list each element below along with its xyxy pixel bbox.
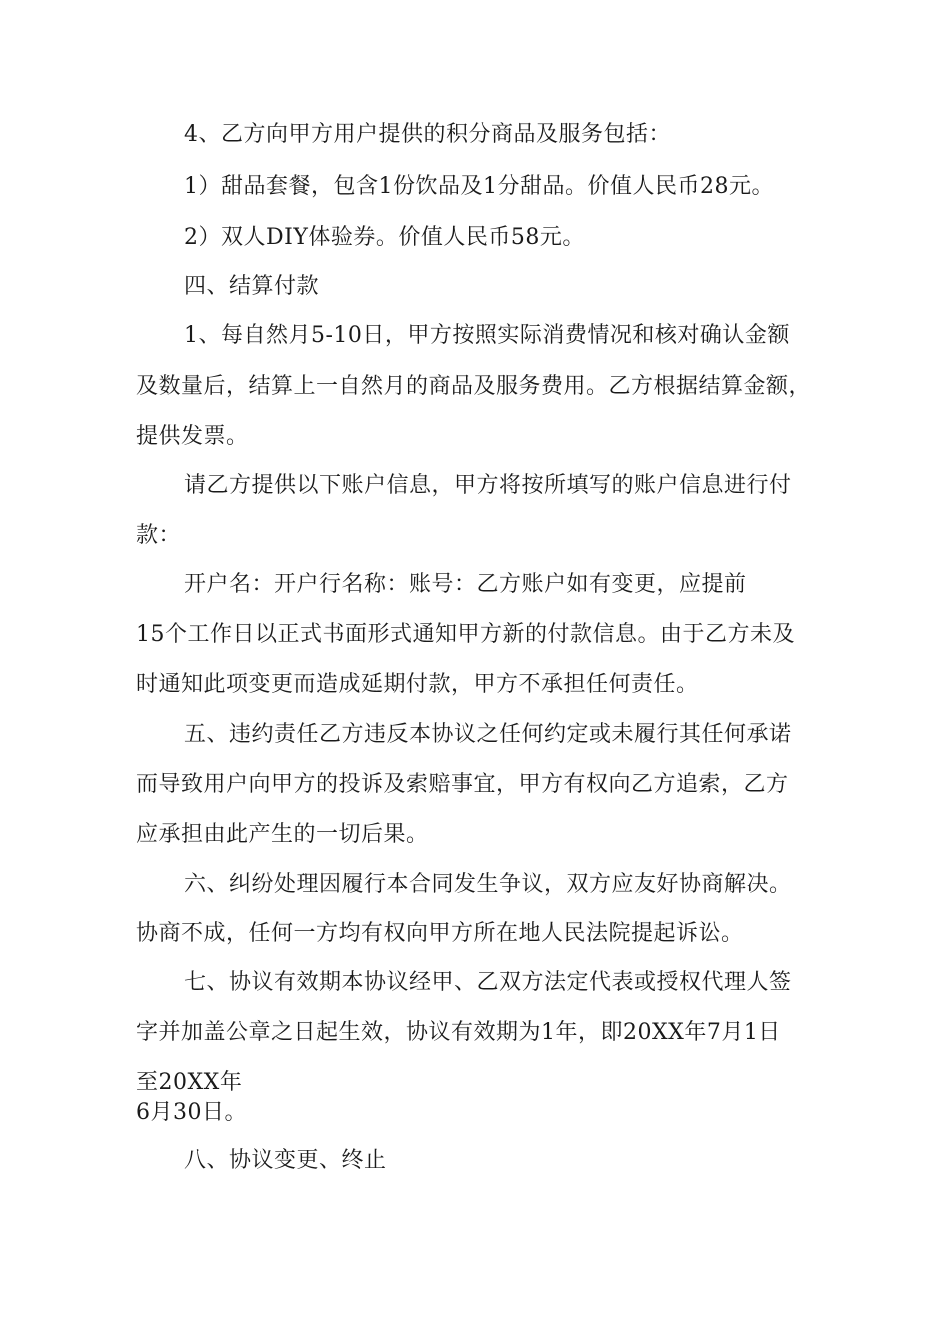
paragraph-item-2-diy: 2）双人DIY体验券。价值人民币58元。 [184, 225, 585, 250]
paragraph-account-info-line-3: 时通知此项变更而造成延期付款，甲方不承担任何责任。 [136, 672, 699, 697]
section-breach-line-2: 而导致用户向甲方的投诉及索赔事宜，甲方有权向乙方追索，乙方 [136, 772, 789, 797]
paragraph-account-info-line-1: 开户名：开户行名称：账号：乙方账户如有变更，应提前 [184, 572, 747, 597]
section-validity-line-4: 6月30日。 [136, 1100, 247, 1125]
paragraph-settlement-line-1: 1、每自然月5-10日，甲方按照实际消费情况和核对确认金额 [184, 323, 790, 348]
section-heading-change-termination: 八、协议变更、终止 [184, 1148, 387, 1173]
paragraph-item-4: 4、乙方向甲方用户提供的积分商品及服务包括： [184, 122, 671, 147]
section-dispute-line-1: 六、纠纷处理因履行本合同发生争议，双方应友好协商解决。 [184, 872, 792, 897]
paragraph-item-1-dessert: 1）甜品套餐，包含1份饮品及1分甜品。价值人民币28元。 [184, 174, 774, 199]
section-breach-line-1: 五、违约责任乙方违反本协议之任何约定或未履行其任何承诺 [184, 722, 792, 747]
section-breach-line-3: 应承担由此产生的一切后果。 [136, 822, 429, 847]
section-validity-line-3: 至20XX年 [136, 1070, 243, 1095]
section-validity-line-1: 七、协议有效期本协议经甲、乙双方法定代表或授权代理人签 [184, 970, 792, 995]
section-heading-settlement: 四、结算付款 [184, 274, 320, 299]
paragraph-account-info-line-2: 15个工作日以正式书面形式通知甲方新的付款信息。由于乙方未及 [136, 622, 795, 647]
paragraph-settlement-line-2: 及数量后，结算上一自然月的商品及服务费用。乙方根据结算金额， [136, 374, 812, 399]
paragraph-account-line-2: 款： [136, 523, 182, 548]
section-validity-line-2: 字并加盖公章之日起生效，协议有效期为1年，即20XX年7月1日 [136, 1020, 781, 1045]
paragraph-account-line-1: 请乙方提供以下账户信息，甲方将按所填写的账户信息进行付 [184, 473, 792, 498]
paragraph-settlement-line-3: 提供发票。 [136, 424, 249, 449]
section-dispute-line-2: 协商不成，任何一方均有权向甲方所在地人民法院提起诉讼。 [136, 921, 744, 946]
